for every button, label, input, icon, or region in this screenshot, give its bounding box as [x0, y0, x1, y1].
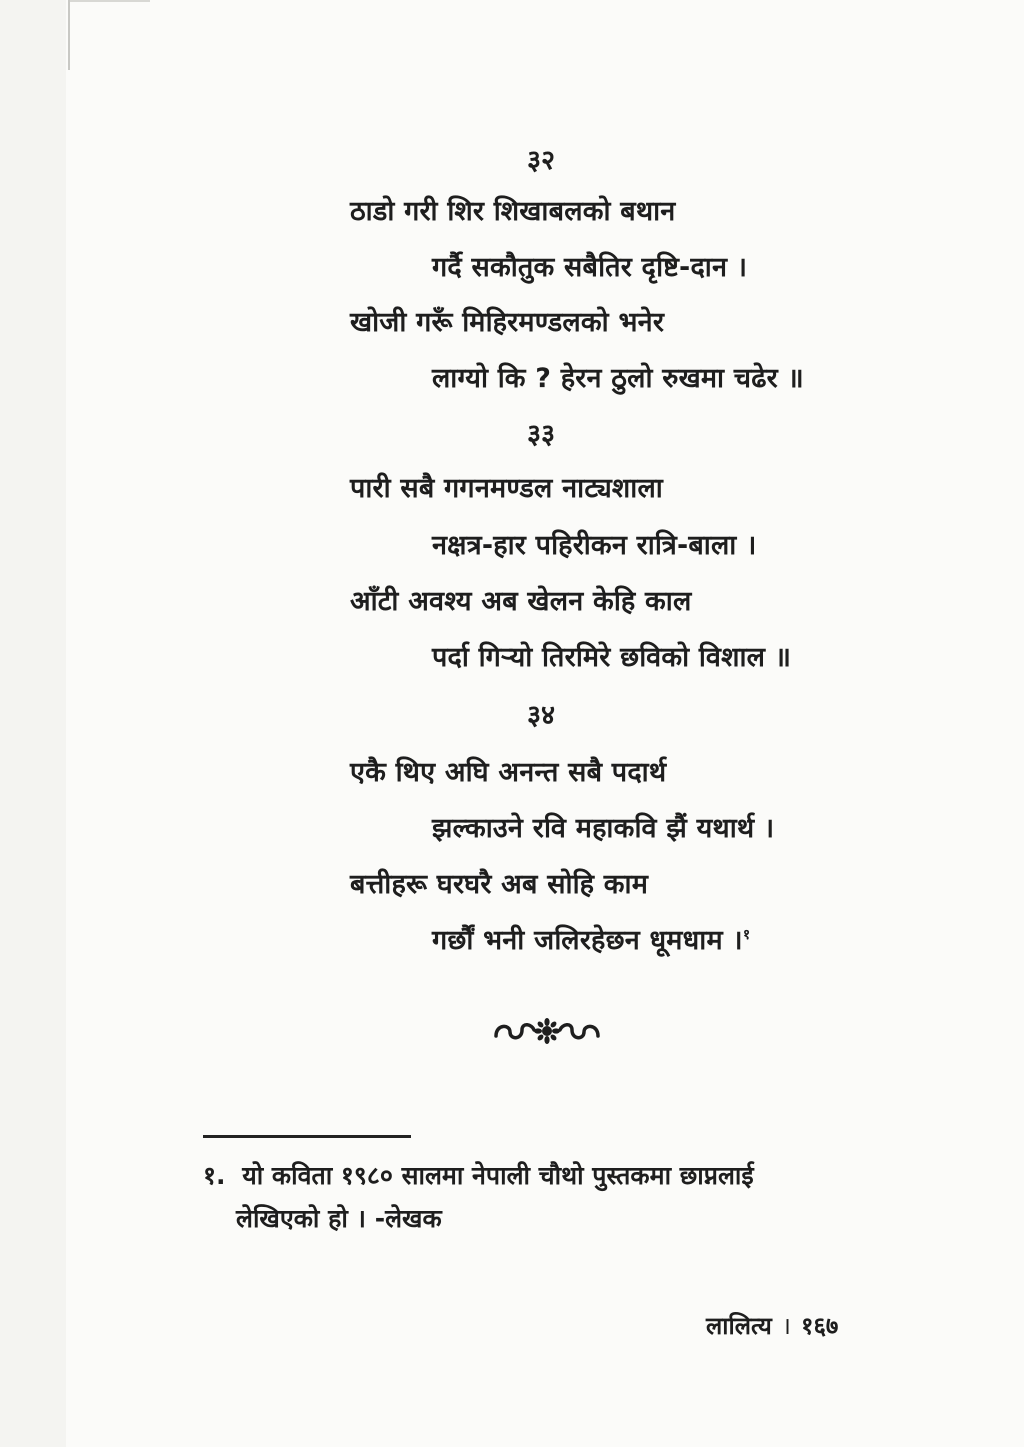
verse-number: ३२ — [527, 145, 556, 176]
footnote-marker: १. — [203, 1161, 226, 1190]
page-footer — [706, 1314, 838, 1338]
verse-line: ठाडो गरी शिर शिखाबलको बथान — [350, 196, 676, 227]
footnote-reference: १ — [742, 927, 751, 943]
verse-line: बत्तीहरू घरघरै अब सोहि काम — [350, 869, 649, 900]
verse-line: एकै थिए अघि अनन्त सबै पदार्थ — [350, 757, 667, 788]
page-left-edge — [0, 0, 66, 1447]
verse-line: पर्दा गिऱ्यो तिरमिरे छविको विशाल ॥ — [432, 642, 792, 673]
verse-number: ३४ — [527, 700, 556, 731]
verse-line: आँटी अवश्य अब खेलन केहि काल — [350, 586, 692, 617]
footnote-text: यो कविता १९८० सालमा नेपाली चौथो पुस्तकमा छाप्नलाई — [242, 1161, 754, 1190]
footnote-divider — [203, 1135, 411, 1138]
footer-separator: । — [781, 1312, 791, 1340]
verse-line — [432, 927, 750, 954]
page-top-edge — [70, 0, 150, 2]
page-edge-mark — [68, 0, 70, 70]
floral-ornament-icon — [492, 1018, 602, 1044]
footnote-line — [203, 1163, 754, 1188]
verse-line: खोजी गरूँ मिहिरमण्डलको भनेर — [350, 307, 665, 338]
footnote-line: लेखिएको हो । -लेखक — [236, 1204, 442, 1233]
page-number: १६७ — [800, 1312, 839, 1340]
verse-line-text: गर्छौं भनी जलिरहेछन धूमधाम । — [432, 925, 743, 956]
verse-line: नक्षत्र-हार पहिरीकन रात्रि-बाला । — [432, 530, 757, 561]
verse-line: गर्दै सकौतुक सबैतिर दृष्टि-दान । — [432, 252, 748, 283]
verse-line: झल्काउने रवि महाकवि झैं यथार्थ । — [432, 813, 775, 844]
verse-line: पारी सबै गगनमण्डल नाट्यशाला — [350, 473, 663, 504]
book-title: लालित्य — [706, 1312, 772, 1340]
verse-line: लाग्यो कि ? हेरन ठुलो रुखमा चढेर ॥ — [432, 363, 804, 394]
verse-number: ३३ — [527, 419, 556, 450]
